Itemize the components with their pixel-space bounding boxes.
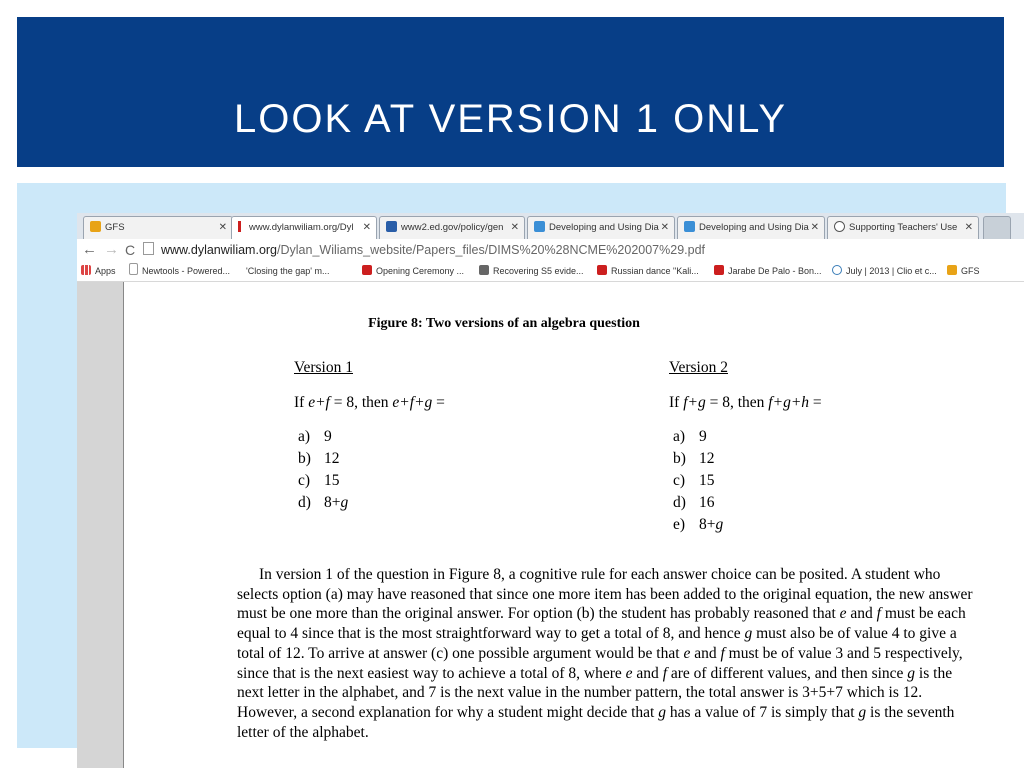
youtube-icon [597,265,607,275]
link-icon [834,221,845,232]
url-path: /Dylan_Wiliams_website/Papers_files/DIMS%20%28NCME%202007%29.pdf [277,243,705,257]
variable-name: f [662,664,667,682]
version1-heading: Version 1 [294,359,353,376]
option-item: b) 12 [298,450,340,467]
tab-developing-2[interactable] [677,216,825,239]
slide-header [17,17,1004,167]
bookmark-label: Opening Ceremony ... [376,266,465,276]
option-item: a) 9 [298,428,332,445]
paragraph-segment: and [846,605,877,623]
paragraph-segment: and [690,644,721,662]
version2-options [673,426,723,536]
tab-supporting-teachers[interactable] [827,216,979,239]
tab-label: www2.ed.gov/policy/gen [401,222,504,233]
tab-label: Supporting Teachers' Use [849,222,958,233]
variable-name: e [683,644,691,662]
bookmark-apps[interactable] [81,261,116,281]
tab-ed-gov[interactable] [379,216,525,239]
bookmark-label: Jarabe De Palo - Bon... [728,266,822,276]
bookmark-jarabe[interactable] [714,261,822,281]
bookmark-clio[interactable] [832,261,937,281]
close-icon[interactable]: ✕ [660,222,669,233]
tab-developing-1[interactable] [527,216,675,239]
wordpress-icon [832,265,842,275]
youtube-icon [362,265,372,275]
option-item: c) 15 [298,472,340,489]
paragraph-segment: must also be of value 4 to give a total of 12. To arrive at answer (c) one possible argument would be that [237,625,957,662]
variable-name: g [744,625,753,643]
variable-name: f [876,605,881,623]
close-icon[interactable]: ✕ [362,222,371,233]
slide-title: LOOK AT VERSION 1 ONLY [233,97,788,141]
close-icon[interactable]: ✕ [964,222,973,233]
variable-name: f [720,644,725,662]
bookmark-closing-gap[interactable] [242,261,329,281]
pdf-icon [238,221,241,232]
ed-gov-icon [386,221,397,232]
variable-name: e [839,605,847,623]
leaf-icon [947,265,957,275]
bookmarks-bar [77,261,1024,282]
option-item: d) 8+g [298,494,349,511]
paragraph-segment: and [632,664,663,682]
paragraph-segment: are of different values, and then since [667,664,908,682]
variable-name: g [907,664,916,682]
browser-screenshot [77,213,1024,768]
bookmark-gfs[interactable] [947,261,980,281]
bookmark-opening-ceremony[interactable] [362,261,464,281]
variable-name: g [658,703,666,721]
paragraph-segment: must be each equal to 4 since that is the most straightforward way to get a total of 8, and hence [237,605,966,643]
address-bar[interactable] [143,241,1023,259]
paragraph-text [237,565,977,742]
bookmark-label: 'Closing the gap' m... [246,266,330,276]
paragraph-segment: In version 1 of the question in Figure 8, a cognitive rule for each answer choice can be posited. A student who selects option (a) may have reasoned that since one more item has been added to the original equation, the new answer must be one more than the original answer. For option (b) the student has probably reasoned that [237,566,973,623]
variable-name: g [858,703,867,721]
site-icon [684,221,695,232]
tab-label: Developing and Using Dia [699,222,809,233]
browser-toolbar [77,239,1024,261]
option-item: e) 8+g [673,516,724,533]
version1-question: If e+f = 8, then e+f+g = [294,394,445,411]
back-arrow-icon[interactable]: ← [82,241,97,258]
tab-strip [77,213,1024,239]
new-tab-button[interactable] [983,216,1011,239]
figure-title: Figure 8: Two versions of an algebra question [368,316,640,331]
youtube-icon [714,265,724,275]
reload-icon[interactable]: C [125,242,136,258]
paragraph-segment: must be of value 3 and 5 respectively, since that is the next easiest way to achieve a total of 8, where [237,644,963,682]
bookmark-label: Newtools - Powered... [142,266,231,276]
bookmark-label: Apps [95,266,116,276]
paragraph-segment: is the seventh letter of the alphabet. [237,703,955,741]
version2-question: If f+g = 8, then f+g+h = [669,394,822,411]
close-icon[interactable]: ✕ [510,222,519,233]
bookmark-russian-dance[interactable] [597,261,699,281]
body-paragraph [237,565,977,742]
doc-icon [479,265,489,275]
paragraph-segment: is the next letter in the alphabet, and 7 is the next value in the number pattern, the total answer is 3+5+7 which is 12. However, a second explanation for why a student might decide that [237,664,953,721]
version2-heading: Version 2 [669,359,728,376]
option-item: d) 16 [673,494,715,511]
pdf-viewer [77,282,1024,768]
url-domain: www.dylanwiliam.org [161,243,278,257]
variable-name: e [625,664,633,682]
apps-icon [81,265,91,275]
tab-label: GFS [105,222,125,233]
option-item: a) 9 [673,428,707,445]
tab-label: www.dylanwiliam.org/Dyl [249,222,354,233]
bookmark-newtools[interactable] [129,261,230,281]
tab-dylanwiliam[interactable] [231,216,377,239]
bookmark-label: Russian dance "Kali... [611,266,699,276]
tab-gfs[interactable] [83,216,233,239]
close-icon[interactable]: ✕ [218,222,227,233]
bookmark-recovering[interactable] [479,261,584,281]
version1-options [298,426,348,514]
bookmark-label: July | 2013 | Clio et c... [846,266,937,276]
close-icon[interactable]: ✕ [810,222,819,233]
leaf-icon [90,221,101,232]
page-icon [129,263,138,275]
option-item: c) 15 [673,472,715,489]
option-item: b) 12 [673,450,715,467]
pdf-page [123,282,1024,768]
page-icon [143,242,154,255]
forward-arrow-icon[interactable]: → [104,241,119,258]
site-icon [534,221,545,232]
tab-label: Developing and Using Dia [549,222,659,233]
paragraph-segment: has a value of 7 is simply that [665,703,859,721]
bookmark-label: Recovering S5 evide... [493,266,584,276]
bookmark-label: GFS [961,266,980,276]
